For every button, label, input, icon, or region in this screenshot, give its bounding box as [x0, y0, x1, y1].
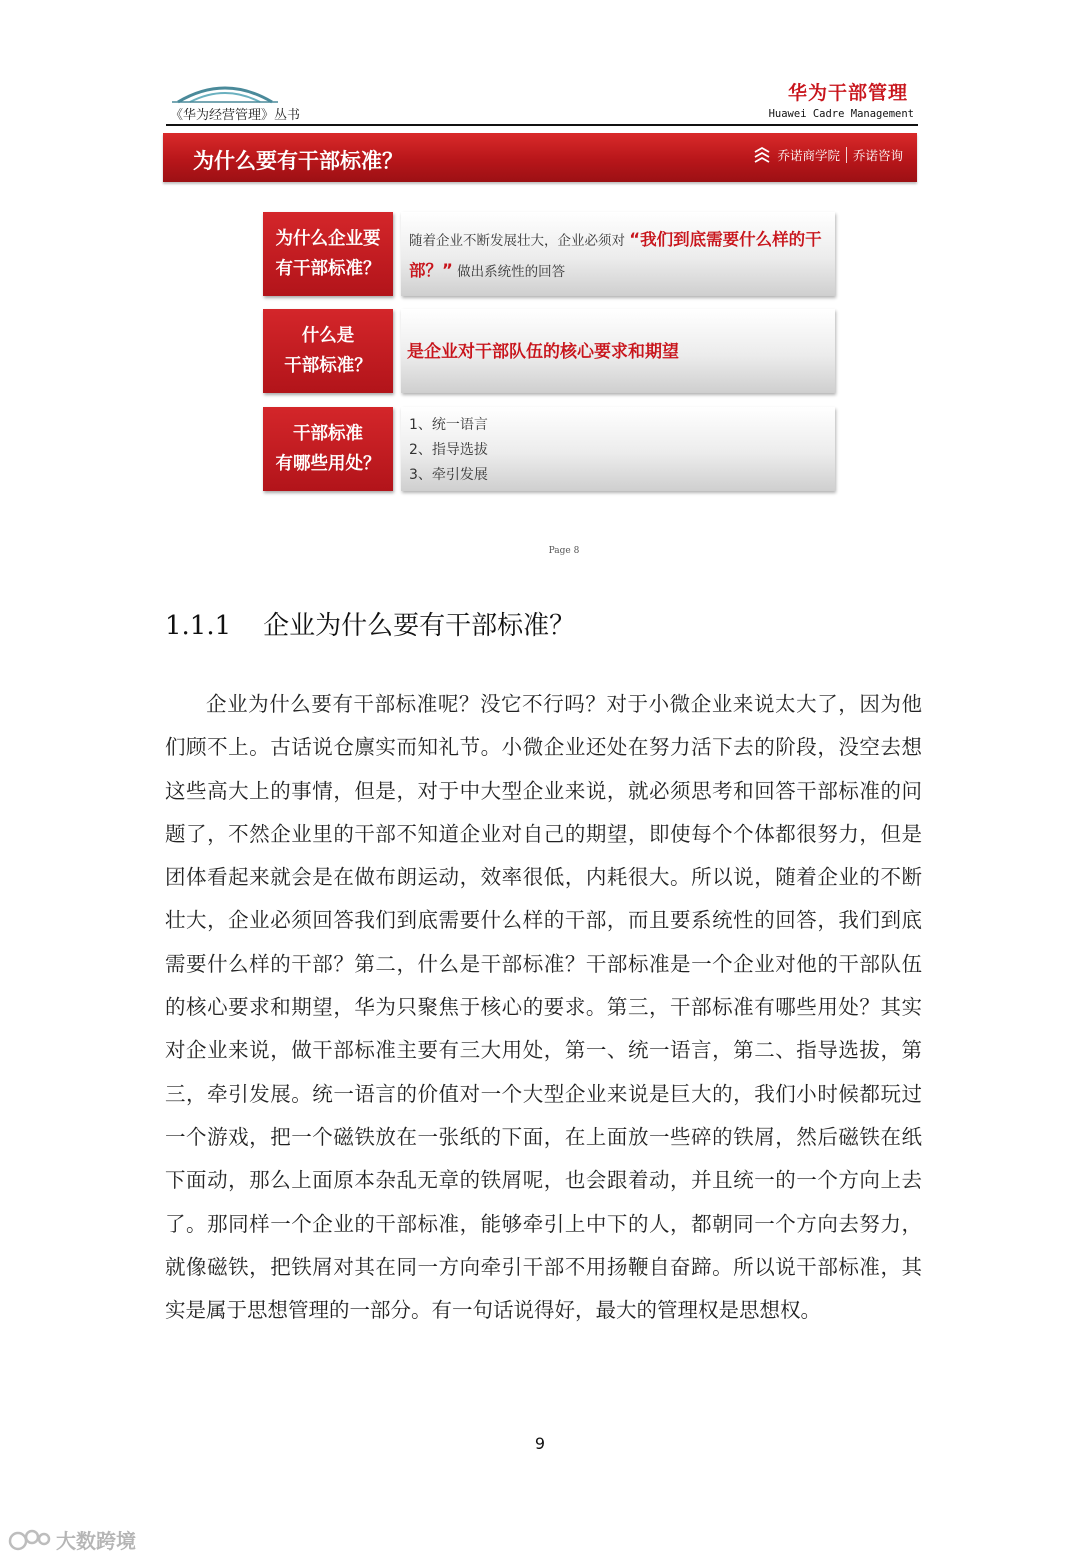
row-content-what: [401, 309, 835, 393]
slide-page-label: Page 8: [548, 546, 580, 556]
list-item: 1、统一语言: [409, 417, 488, 433]
watermark-logo-icon: [8, 1527, 52, 1553]
section-title: 企业为什么要有干部标准？: [263, 611, 576, 641]
qiaonuo-logo-icon: [753, 146, 771, 164]
row-text-highlight: “我们到底需要什么样的干部？”: [409, 230, 822, 280]
series-logo-icon: [170, 80, 280, 104]
list-item: 3、牵引发展: [409, 467, 488, 483]
brand-subtitle: Huawei Cadre Management: [768, 108, 914, 120]
section-heading: [165, 605, 575, 642]
slide-logo-right: 乔诺咨询: [852, 148, 903, 163]
list-item: 2、指导选拔: [409, 442, 488, 458]
row-text-before: 随着企业不断发展壮大，企业必须对: [409, 233, 625, 249]
section-number: 1.1.1: [165, 611, 232, 641]
row-label-line: 有干部标准？: [275, 259, 381, 279]
row-label-line: 干部标准: [293, 424, 363, 444]
page-number: 9: [534, 1434, 546, 1453]
slide-logo: [753, 146, 903, 164]
header-divider: [166, 124, 918, 126]
slide-title: 为什么要有干部标准？: [193, 149, 403, 173]
watermark: [8, 1525, 136, 1554]
brand-title: 华为干部管理: [787, 82, 908, 104]
row-text-after: 做出系统性的回答: [457, 264, 566, 280]
body-paragraph: 企业为什么要有干部标准呢？没它不行吗？对于小微企业来说太大了，因为他们顾不上。古话说仓廪实而知礼节。小微企业还处在努力活下去的阶段，没空去想这些高大上的事情，但是，对于中大型企业来说，就必须思考和回答干部标准的问题了，不然企业里的干部不知道企业对自己的期望，即使每个个体都很努力，但是团体看起来就会是在做布朗运动，效率很低，内耗很大。所以说，随着企业的不断壮大，企业必须回答我们到底需要什么样的干部，而且要系统性的回答，我们到底需要什么样的干部？第二，什么是干部标准？干部标准是一个企业对他的干部队伍的核心要求和期望，华为只聚焦于核心的要求。第三，干部标准有哪些用处？其实对企业来说，做干部标准主要有三大用处，第一、统一语言，第二、指导选拔，第三，牵引发展。统一语言的价值对一个大型企业来说是巨大的，我们小时候都玩过一个游戏，把一个磁铁放在一张纸的下面，在上面放一些碎的铁屑，然后磁铁在纸下面动，那么上面原本杂乱无章的铁屑呢，也会跟着动，并且统一的一个方向上去了。那同样一个企业的干部标准，能够牵引上中下的人，都朝同一个方向去努力，就像磁铁，把铁屑对其在同一方向牵引干部不用扬鞭自奋蹄。所以说干部标准，其实是属于思想管理的一部分。有一句话说得好，最大的管理权是思想权。: [165, 692, 922, 1323]
row-content-text: 是企业对干部队伍的核心要求和期望: [407, 342, 679, 362]
row-content-why: [401, 212, 835, 296]
row-label-line: 什么是: [301, 326, 355, 346]
row-content-uses: [401, 407, 835, 491]
book-series-label: 《华为经营管理》丛书: [170, 108, 301, 123]
row-label-what: [263, 309, 393, 393]
slide-logo-separator: [846, 147, 847, 163]
watermark-text: 大数跨境: [56, 1529, 136, 1553]
slide-logo-left: 乔诺商学院: [777, 148, 840, 163]
uses-list: [409, 413, 488, 488]
row-label-line: 为什么企业要: [275, 229, 381, 249]
slide-banner: [163, 133, 917, 182]
row-label-line: 干部标准？: [284, 356, 372, 376]
row-content-text: [409, 225, 833, 287]
row-label-uses: [263, 407, 393, 491]
row-label-why: [263, 212, 393, 296]
row-label-line: 有哪些用处？: [275, 454, 381, 474]
